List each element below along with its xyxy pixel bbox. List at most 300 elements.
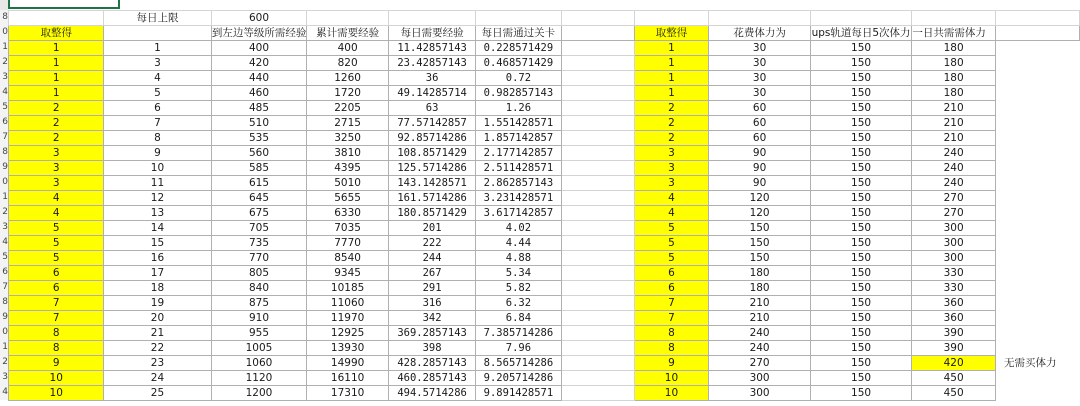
cell-blank[interactable]	[561, 146, 634, 161]
cell-round-1[interactable]: 7	[9, 296, 104, 311]
daily-limit-label[interactable]: 每日上限	[104, 11, 211, 26]
cell-level[interactable]: 3	[104, 56, 211, 71]
cell-track-stamina[interactable]: 150	[810, 356, 912, 371]
cell-extra[interactable]	[995, 266, 1079, 281]
cell-round-2[interactable]: 5	[634, 251, 709, 266]
cell-cumulative-exp[interactable]: 3810	[307, 146, 388, 161]
cell-level[interactable]: 6	[104, 101, 211, 116]
cell[interactable]	[995, 11, 1079, 26]
row-header[interactable]: 0	[0, 175, 8, 190]
cell-stamina-cost[interactable]: 60	[709, 116, 810, 131]
cell-track-stamina[interactable]: 150	[810, 281, 912, 296]
cell-extra[interactable]	[995, 296, 1079, 311]
cell-blank[interactable]	[561, 296, 634, 311]
cell-blank[interactable]	[561, 236, 634, 251]
cell-daily-stages[interactable]: 2.511428571	[476, 161, 561, 176]
cell-cumulative-exp[interactable]: 1720	[307, 86, 388, 101]
cell-round-2[interactable]: 3	[634, 146, 709, 161]
cell-blank[interactable]	[561, 176, 634, 191]
cell-track-stamina[interactable]: 150	[810, 146, 912, 161]
header-stamina-cost[interactable]: 花费体力为	[709, 26, 810, 41]
cell-daily-exp[interactable]: 77.57142857	[388, 116, 476, 131]
cell-daily-stages[interactable]: 3.231428571	[476, 191, 561, 206]
cell-daily-stages[interactable]: 0.72	[476, 71, 561, 86]
cell-track-stamina[interactable]: 150	[810, 71, 912, 86]
cell-exp-needed[interactable]: 705	[211, 221, 307, 236]
cell-daily-stages[interactable]: 2.862857143	[476, 176, 561, 191]
cell-round-2[interactable]: 7	[634, 311, 709, 326]
cell-exp-needed[interactable]: 1120	[211, 371, 307, 386]
cell-stamina-cost[interactable]: 60	[709, 131, 810, 146]
cell-daily-exp[interactable]: 143.1428571	[388, 176, 476, 191]
cell-track-stamina[interactable]: 150	[810, 191, 912, 206]
cell-total-stamina[interactable]: 270	[912, 206, 996, 221]
cell-round-1[interactable]: 5	[9, 251, 104, 266]
cell-cumulative-exp[interactable]: 13930	[307, 341, 388, 356]
cell-level[interactable]: 23	[104, 356, 211, 371]
cell-track-stamina[interactable]: 150	[810, 371, 912, 386]
cell-track-stamina[interactable]: 150	[810, 311, 912, 326]
cell-daily-stages[interactable]: 8.565714286	[476, 356, 561, 371]
cell-track-stamina[interactable]: 150	[810, 221, 912, 236]
cell-blank[interactable]	[561, 206, 634, 221]
cell-total-stamina[interactable]: 180	[912, 71, 996, 86]
cell-cumulative-exp[interactable]: 10185	[307, 281, 388, 296]
daily-limit-value[interactable]: 600	[211, 11, 307, 26]
row-header[interactable]: 7	[0, 130, 8, 145]
cell-level[interactable]: 21	[104, 326, 211, 341]
cell-exp-needed[interactable]: 770	[211, 251, 307, 266]
cell-exp-needed[interactable]: 400	[211, 41, 307, 56]
cell-extra[interactable]	[995, 191, 1079, 206]
cell-cumulative-exp[interactable]: 2205	[307, 101, 388, 116]
cell-stamina-cost[interactable]: 30	[709, 86, 810, 101]
cell-daily-exp[interactable]: 108.8571429	[388, 146, 476, 161]
header-round-2[interactable]: 取整得	[634, 26, 709, 41]
cell-round-1[interactable]: 6	[9, 281, 104, 296]
cell-extra[interactable]	[995, 341, 1079, 356]
row-header[interactable]: 5	[0, 250, 8, 265]
row-header[interactable]: 1	[0, 340, 8, 355]
cell-level[interactable]: 22	[104, 341, 211, 356]
cell-daily-stages[interactable]: 6.32	[476, 296, 561, 311]
row-header[interactable]: 2	[0, 355, 8, 370]
cell-total-stamina[interactable]: 270	[912, 191, 996, 206]
cell-exp-needed[interactable]: 485	[211, 101, 307, 116]
cell-cumulative-exp[interactable]: 4395	[307, 161, 388, 176]
cell-cumulative-exp[interactable]: 1260	[307, 71, 388, 86]
cell-level[interactable]: 8	[104, 131, 211, 146]
cell-level[interactable]: 4	[104, 71, 211, 86]
cell-round-2[interactable]: 6	[634, 266, 709, 281]
cell-round-2[interactable]: 6	[634, 281, 709, 296]
cell-round-2[interactable]: 3	[634, 161, 709, 176]
cell-total-stamina[interactable]: 360	[912, 311, 996, 326]
cell-blank[interactable]	[561, 311, 634, 326]
cell-daily-stages[interactable]: 4.44	[476, 236, 561, 251]
cell-round-1[interactable]: 3	[9, 146, 104, 161]
cell-extra[interactable]	[995, 71, 1079, 86]
cell-round-1[interactable]: 4	[9, 206, 104, 221]
cell-daily-exp[interactable]: 11.42857143	[388, 41, 476, 56]
cell-round-1[interactable]: 3	[9, 161, 104, 176]
cell-round-2[interactable]: 10	[634, 386, 709, 401]
cell-level[interactable]: 24	[104, 371, 211, 386]
cell-track-stamina[interactable]: 150	[810, 176, 912, 191]
cell-total-stamina[interactable]: 240	[912, 176, 996, 191]
cell-cumulative-exp[interactable]: 8540	[307, 251, 388, 266]
cell-daily-stages[interactable]: 1.857142857	[476, 131, 561, 146]
cell[interactable]	[388, 11, 476, 26]
cell-cumulative-exp[interactable]: 16110	[307, 371, 388, 386]
header-daily-exp[interactable]: 每日需要经验	[388, 26, 476, 41]
row-header[interactable]: 4	[0, 235, 8, 250]
row-header[interactable]: 1	[0, 190, 8, 205]
cell-stamina-cost[interactable]: 240	[709, 326, 810, 341]
cell[interactable]	[561, 11, 634, 26]
note-no-stamina-purchase[interactable]: 无需买体力	[1003, 357, 1057, 369]
cell-exp-needed[interactable]: 675	[211, 206, 307, 221]
cell-level[interactable]: 10	[104, 161, 211, 176]
cell-total-stamina[interactable]: 180	[912, 86, 996, 101]
cell-round-1[interactable]: 1	[9, 71, 104, 86]
cell-total-stamina[interactable]: 180	[912, 41, 996, 56]
cell-daily-stages[interactable]: 1.551428571	[476, 116, 561, 131]
cell-total-stamina[interactable]: 390	[912, 341, 996, 356]
cell-daily-stages[interactable]: 4.02	[476, 221, 561, 236]
cell-daily-exp[interactable]: 63	[388, 101, 476, 116]
cell-blank[interactable]	[561, 341, 634, 356]
cell-track-stamina[interactable]: 150	[810, 341, 912, 356]
cell-stamina-cost[interactable]: 90	[709, 161, 810, 176]
row-header[interactable]: 7	[0, 280, 8, 295]
cell-blank[interactable]	[561, 221, 634, 236]
cell-daily-exp[interactable]: 201	[388, 221, 476, 236]
cell-blank[interactable]	[561, 56, 634, 71]
cell-track-stamina[interactable]: 150	[810, 266, 912, 281]
cell-exp-needed[interactable]: 955	[211, 326, 307, 341]
cell-cumulative-exp[interactable]: 3250	[307, 131, 388, 146]
cell-total-stamina[interactable]: 390	[912, 326, 996, 341]
cell-round-2[interactable]: 4	[634, 206, 709, 221]
cell-extra[interactable]	[995, 371, 1079, 386]
cell-total-stamina[interactable]: 240	[912, 146, 996, 161]
cell-round-2[interactable]: 2	[634, 101, 709, 116]
cell-daily-stages[interactable]: 9.205714286	[476, 371, 561, 386]
cell-total-stamina[interactable]: 300	[912, 236, 996, 251]
row-header[interactable]: 2	[0, 55, 8, 70]
cell-exp-needed[interactable]: 460	[211, 86, 307, 101]
cell-exp-needed[interactable]: 645	[211, 191, 307, 206]
cell-exp-needed[interactable]: 1200	[211, 386, 307, 401]
cell-cumulative-exp[interactable]: 7035	[307, 221, 388, 236]
cell-daily-exp[interactable]: 267	[388, 266, 476, 281]
cell[interactable]	[912, 11, 996, 26]
cell-track-stamina[interactable]: 150	[810, 56, 912, 71]
cell-round-1[interactable]: 7	[9, 311, 104, 326]
cell-stamina-cost[interactable]: 240	[709, 341, 810, 356]
cell-round-2[interactable]: 2	[634, 131, 709, 146]
row-header[interactable]: 3	[0, 70, 8, 85]
cell-round-2[interactable]: 1	[634, 86, 709, 101]
cell-total-stamina[interactable]: 300	[912, 221, 996, 236]
cell-daily-stages[interactable]: 3.617142857	[476, 206, 561, 221]
cell-blank[interactable]	[561, 161, 634, 176]
cell-track-stamina[interactable]: 150	[810, 206, 912, 221]
cell-extra[interactable]	[995, 251, 1079, 266]
cell-level[interactable]: 19	[104, 296, 211, 311]
cell-stamina-cost[interactable]: 300	[709, 371, 810, 386]
cell-stamina-cost[interactable]: 180	[709, 266, 810, 281]
cell-daily-exp[interactable]: 180.8571429	[388, 206, 476, 221]
cell-total-stamina[interactable]: 300	[912, 251, 996, 266]
header-exp-needed[interactable]: 到左边等级所需经验	[211, 27, 307, 39]
cell-exp-needed[interactable]: 875	[211, 296, 307, 311]
row-header[interactable]: 8	[0, 145, 8, 160]
cell-extra[interactable]	[995, 281, 1079, 296]
cell-daily-stages[interactable]: 7.96	[476, 341, 561, 356]
cell[interactable]	[810, 11, 912, 26]
cell-extra[interactable]	[995, 221, 1079, 236]
cell-track-stamina[interactable]: 150	[810, 41, 912, 56]
cell[interactable]	[307, 11, 388, 26]
cell-stamina-cost[interactable]: 270	[709, 356, 810, 371]
row-header[interactable]: 5	[0, 100, 8, 115]
cell-round-2[interactable]: 5	[634, 236, 709, 251]
cell-level[interactable]: 12	[104, 191, 211, 206]
cell-total-stamina[interactable]: 360	[912, 296, 996, 311]
cell-blank[interactable]	[561, 101, 634, 116]
cell-daily-exp[interactable]: 398	[388, 341, 476, 356]
cell-level[interactable]: 17	[104, 266, 211, 281]
cell-blank[interactable]	[561, 281, 634, 296]
cell-daily-exp[interactable]: 49.14285714	[388, 86, 476, 101]
cell-blank[interactable]	[561, 251, 634, 266]
cell[interactable]	[476, 11, 561, 26]
cell-blank[interactable]	[561, 356, 634, 371]
cell-blank[interactable]	[561, 131, 634, 146]
cell-round-2[interactable]: 3	[634, 176, 709, 191]
cell-total-stamina[interactable]: 210	[912, 101, 996, 116]
cell-cumulative-exp[interactable]: 6330	[307, 206, 388, 221]
cell[interactable]	[995, 26, 1079, 41]
cell-track-stamina[interactable]: 150	[810, 251, 912, 266]
row-header[interactable]: 9	[0, 310, 8, 325]
cell-cumulative-exp[interactable]: 7770	[307, 236, 388, 251]
cell-blank[interactable]	[561, 86, 634, 101]
cell-stamina-cost[interactable]: 210	[709, 296, 810, 311]
cell[interactable]	[709, 11, 810, 26]
row-header[interactable]: 6	[0, 265, 8, 280]
cell-cumulative-exp[interactable]: 11060	[307, 296, 388, 311]
cell-daily-exp[interactable]: 36	[388, 71, 476, 86]
cell-extra[interactable]	[995, 41, 1079, 56]
cell-level[interactable]: 9	[104, 146, 211, 161]
row-header[interactable]: 8	[0, 295, 8, 310]
cell-track-stamina[interactable]: 150	[810, 161, 912, 176]
cell-exp-needed[interactable]: 805	[211, 266, 307, 281]
cell-total-stamina[interactable]: 450	[912, 386, 996, 401]
cell-daily-exp[interactable]: 428.2857143	[388, 356, 476, 371]
cell-stamina-cost[interactable]: 120	[709, 191, 810, 206]
cell-stamina-cost[interactable]: 30	[709, 71, 810, 86]
cell-total-stamina[interactable]: 180	[912, 56, 996, 71]
cell-stamina-cost[interactable]: 150	[709, 236, 810, 251]
cell-extra[interactable]	[995, 176, 1079, 191]
cell-level[interactable]: 18	[104, 281, 211, 296]
row-header[interactable]: 1	[0, 40, 8, 55]
cell-stamina-cost[interactable]: 30	[709, 41, 810, 56]
cell-daily-stages[interactable]: 9.891428571	[476, 386, 561, 401]
cell-daily-exp[interactable]: 244	[388, 251, 476, 266]
cell-stamina-cost[interactable]: 90	[709, 176, 810, 191]
cell-stamina-cost[interactable]: 120	[709, 206, 810, 221]
cell-daily-stages[interactable]: 4.88	[476, 251, 561, 266]
cell-stamina-cost[interactable]: 150	[709, 221, 810, 236]
cell-exp-needed[interactable]: 560	[211, 146, 307, 161]
cell-daily-stages[interactable]: 6.84	[476, 311, 561, 326]
cell-total-stamina[interactable]: 210	[912, 131, 996, 146]
cell-level[interactable]: 5	[104, 86, 211, 101]
cell-blank[interactable]	[561, 386, 634, 401]
cell-cumulative-exp[interactable]: 2715	[307, 116, 388, 131]
row-header[interactable]: 8	[0, 10, 8, 25]
cell-daily-stages[interactable]: 7.385714286	[476, 326, 561, 341]
cell-blank[interactable]	[561, 371, 634, 386]
header-daily-stages[interactable]: 每日需通过关卡	[476, 26, 561, 41]
cell-exp-needed[interactable]: 1060	[211, 356, 307, 371]
cell-track-stamina[interactable]: 150	[810, 116, 912, 131]
cell-round-1[interactable]: 2	[9, 116, 104, 131]
cell-extra[interactable]	[995, 206, 1079, 221]
cell-extra[interactable]	[995, 131, 1079, 146]
header-total-stamina[interactable]: 一日共需需体力	[912, 26, 996, 41]
cell-extra[interactable]	[995, 386, 1079, 401]
select-all-corner[interactable]	[0, 0, 8, 10]
cell-extra[interactable]	[995, 326, 1079, 341]
cell-daily-stages[interactable]: 2.177142857	[476, 146, 561, 161]
cell-exp-needed[interactable]: 735	[211, 236, 307, 251]
cell-round-2[interactable]: 9	[634, 356, 709, 371]
cell-total-stamina[interactable]: 210	[912, 116, 996, 131]
cell-round-1[interactable]: 4	[9, 191, 104, 206]
cell-round-1[interactable]: 8	[9, 326, 104, 341]
cell-round-2[interactable]: 5	[634, 221, 709, 236]
cell-daily-stages[interactable]: 0.982857143	[476, 86, 561, 101]
row-header[interactable]: 3	[0, 220, 8, 235]
cell-daily-stages[interactable]: 5.82	[476, 281, 561, 296]
cell-exp-needed[interactable]: 535	[211, 131, 307, 146]
cell-blank[interactable]	[561, 326, 634, 341]
cell-extra[interactable]	[995, 56, 1079, 71]
cell-exp-needed[interactable]: 910	[211, 311, 307, 326]
cell-blank[interactable]	[561, 266, 634, 281]
cell-stamina-cost[interactable]: 210	[709, 311, 810, 326]
cell-daily-exp[interactable]: 291	[388, 281, 476, 296]
cell-total-stamina[interactable]: 330	[912, 281, 996, 296]
cell-exp-needed[interactable]: 420	[211, 56, 307, 71]
cell-round-2[interactable]: 8	[634, 326, 709, 341]
cell-round-2[interactable]: 4	[634, 191, 709, 206]
cell-cumulative-exp[interactable]: 12925	[307, 326, 388, 341]
cell-cumulative-exp[interactable]: 5010	[307, 176, 388, 191]
cell-round-1[interactable]: 3	[9, 176, 104, 191]
row-header[interactable]: 4	[0, 385, 8, 400]
cell-total-stamina[interactable]: 420	[912, 356, 996, 371]
cell-extra[interactable]	[995, 236, 1079, 251]
cell-total-stamina[interactable]: 450	[912, 371, 996, 386]
cell-round-1[interactable]: 1	[9, 86, 104, 101]
cell-stamina-cost[interactable]: 60	[709, 101, 810, 116]
header-level[interactable]	[104, 26, 211, 41]
cell-round-1[interactable]: 10	[9, 371, 104, 386]
cell-exp-needed[interactable]: 615	[211, 176, 307, 191]
cell-blank[interactable]	[561, 41, 634, 56]
cell-round-1[interactable]: 10	[9, 386, 104, 401]
cell-daily-exp[interactable]: 23.42857143	[388, 56, 476, 71]
cell-track-stamina[interactable]: 150	[810, 296, 912, 311]
cell-cumulative-exp[interactable]: 5655	[307, 191, 388, 206]
cell-daily-exp[interactable]: 222	[388, 236, 476, 251]
cell-cumulative-exp[interactable]: 11970	[307, 311, 388, 326]
cell-daily-exp[interactable]: 161.5714286	[388, 191, 476, 206]
cell-stamina-cost[interactable]: 300	[709, 386, 810, 401]
cell-cumulative-exp[interactable]: 400	[307, 41, 388, 56]
cell-blank[interactable]	[561, 191, 634, 206]
cell-round-2[interactable]: 10	[634, 371, 709, 386]
cell-round-1[interactable]: 1	[9, 41, 104, 56]
cell-level[interactable]: 15	[104, 236, 211, 251]
cell-track-stamina[interactable]: 150	[810, 386, 912, 401]
row-header[interactable]: 0	[0, 25, 8, 40]
cell-track-stamina[interactable]: 150	[810, 236, 912, 251]
cell-stamina-cost[interactable]: 180	[709, 281, 810, 296]
cell-daily-exp[interactable]: 316	[388, 296, 476, 311]
cell-track-stamina[interactable]: 150	[810, 131, 912, 146]
cell-track-stamina[interactable]: 150	[810, 86, 912, 101]
cell-exp-needed[interactable]: 585	[211, 161, 307, 176]
cell-track-stamina[interactable]: 150	[810, 326, 912, 341]
cell-exp-needed[interactable]: 840	[211, 281, 307, 296]
row-header[interactable]: 0	[0, 325, 8, 340]
cell-extra[interactable]	[995, 311, 1079, 326]
cell-extra[interactable]	[995, 161, 1079, 176]
row-header[interactable]: 2	[0, 205, 8, 220]
cell-round-2[interactable]: 8	[634, 341, 709, 356]
active-cell-outline[interactable]	[8, 0, 120, 9]
cell-stamina-cost[interactable]: 30	[709, 56, 810, 71]
row-header[interactable]: 6	[0, 115, 8, 130]
cell-round-1[interactable]: 9	[9, 356, 104, 371]
cell-stamina-cost[interactable]: 150	[709, 251, 810, 266]
cell-exp-needed[interactable]: 440	[211, 71, 307, 86]
cell-daily-exp[interactable]: 460.2857143	[388, 371, 476, 386]
cell-daily-exp[interactable]: 125.5714286	[388, 161, 476, 176]
cell-exp-needed[interactable]: 510	[211, 116, 307, 131]
cell-level[interactable]: 1	[104, 41, 211, 56]
cell-extra[interactable]	[995, 86, 1079, 101]
header-round-1[interactable]: 取整得	[9, 26, 104, 41]
cell-round-2[interactable]: 7	[634, 296, 709, 311]
header-cumulative-exp[interactable]: 累计需要经验	[307, 26, 388, 41]
cell-round-1[interactable]: 8	[9, 341, 104, 356]
cell-level[interactable]: 25	[104, 386, 211, 401]
cell-level[interactable]: 13	[104, 206, 211, 221]
cell-cumulative-exp[interactable]: 9345	[307, 266, 388, 281]
cell-daily-exp[interactable]: 369.2857143	[388, 326, 476, 341]
cell[interactable]	[634, 11, 709, 26]
cell-daily-exp[interactable]: 494.5714286	[388, 386, 476, 401]
